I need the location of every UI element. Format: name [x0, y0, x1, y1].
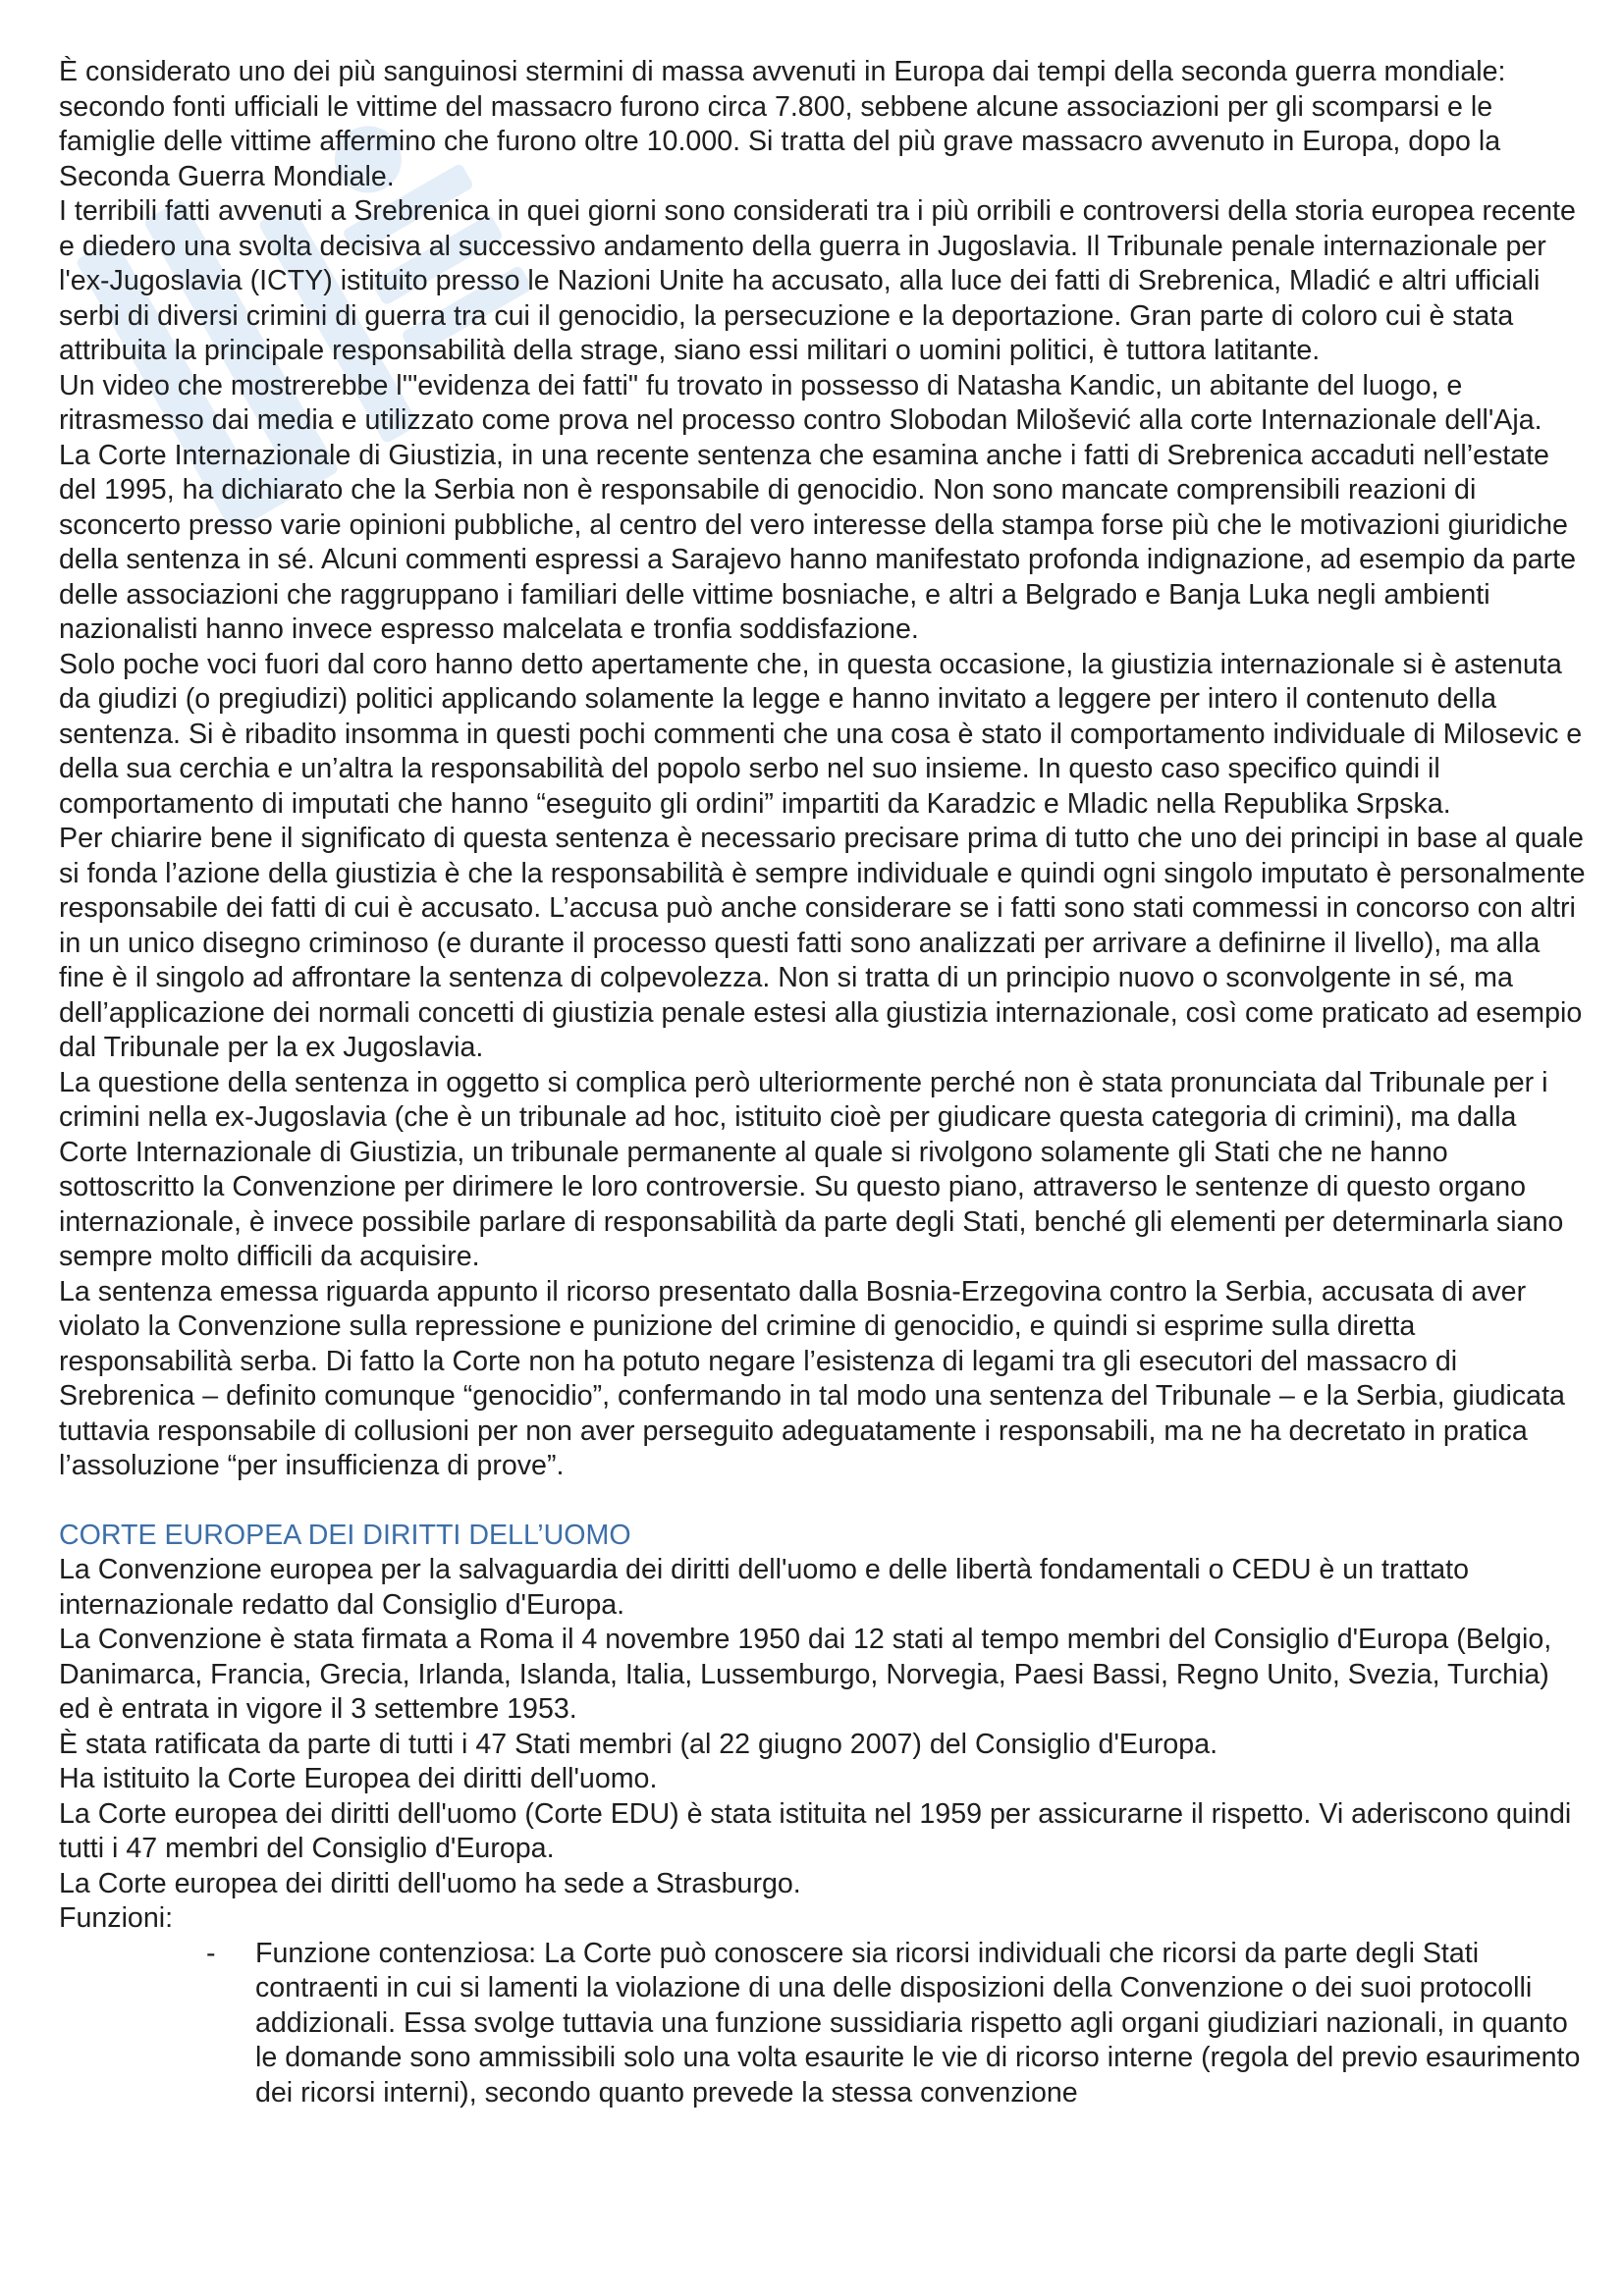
paragraph-8: La sentenza emessa riguarda appunto il ricorso presentato dalla Bosnia-Erzegovina contro la Serbia, accusata di aver violato la Convenzione sulla repressione e punizione del crimine di genocidio, e quindi si esprime sulla diretta responsabilità serba. Di fatto la Corte non ha potuto negare l’esistenza di legami tra gli esecutori del massacro di Srebrenica – definito comunque “genocidio”, confermando in tal modo una sentenza del Tribunale – e la Serbia, giudicata tuttavia responsabile di collusioni per non aver perseguito adeguatamente i responsabili, ma ne ha decretato in pratica l’assoluzione “per insufficienza di prove”.: [59, 1275, 1565, 1481]
paragraph-5: Solo poche voci fuori dal coro hanno detto apertamente che, in questa occasione, la giustizia internazionale si è astenuta da giudizi (o pregiudizi) politici applicando solamente la legge e hanno invitato a leggere per intero il contenuto della sentenza. Si è ribadito insomma in questi pochi commenti che una cosa è stato il comportamento individuale di Milosevic e della sua cerchia e un’altra la responsabilità del popolo serbo nel suo insieme. In questo caso specifico quindi il comportamento di imputati che hanno “eseguito gli ordini” impartiti da Karadzic e Mladic nella Republika Srpska.: [59, 648, 1583, 820]
list-item-text: Funzione contenziosa: La Corte può conoscere sia ricorsi individuali che ricorsi da parte degli Stati contraenti in cui si lamenti la violazione di una delle disposizioni della Convenzione o dei suoi protocolli addizionali. Essa svolge tuttavia una funzione sussidiaria rispetto agli organi giudiziari nazionali, in quanto le domande sono ammissibili solo una volta esaurite le vie di ricorso interne (regola del previo esaurimento dei ricorsi interni), secondo quanto prevede la stessa convenzione: [255, 1937, 1581, 2109]
paragraph-2: I terribili fatti avvenuti a Srebrenica in quei giorni sono considerati tra i più orribili e controversi della storia europea recente e diedero una svolta decisiva al successivo andamento della guerra in Jugoslavia. Il Tribunale penale internazionale per l'ex-Jugoslavia (ICTY) istituito presso le Nazioni Unite ha accusato, alla luce dei fatti di Srebrenica, Mladić e altri ufficiali serbi di diversi crimini di guerra tra cui il genocidio, la persecuzione e la deportazione. Gran parte di coloro cui è stata attribuita la principale responsabilità della strage, siano essi militari o uomini politici, è tuttora latitante.: [59, 195, 1576, 366]
section-heading: CORTE EUROPEA DEI DIRITTI DELL’UOMO: [59, 1519, 631, 1551]
list-bullet: -: [206, 1937, 216, 1969]
list-item: [59, 1937, 1586, 2111]
section-paragraph-6: La Corte europea dei diritti dell'uomo ha sede a Strasburgo.: [59, 1867, 801, 1899]
document-page: [59, 55, 1586, 2110]
paragraph-1: È considerato uno dei più sanguinosi stermini di massa avvenuti in Europa dai tempi della seconda guerra mondiale: secondo fonti ufficiali le vittime del massacro furono circa 7.800, sebbene alcune associazioni per gli scomparsi e le famiglie delle vittime affermino che furono oltre 10.000. Si tratta del più grave massacro avvenuto in Europa, dopo la Seconda Guerra Mondiale.: [59, 56, 1506, 192]
section-paragraph-1: La Convenzione europea per la salvaguardia dei diritti dell'uomo e delle libertà fondamentali o CEDU è un trattato internazionale redatto dal Consiglio d'Europa.: [59, 1554, 1470, 1621]
section-paragraph-4: Ha istituito la Corte Europea dei diritti dell'uomo.: [59, 1763, 658, 1794]
paragraph-7: La questione della sentenza in oggetto si complica però ulteriormente perché non è stata pronunciata dal Tribunale per i crimini nella ex-Jugoslavia (che è un tribunale ad hoc, istituito cioè per giudicare questa categoria di crimini), ma dalla Corte Internazionale di Giustizia, un tribunale permanente al quale si rivolgono solamente gli Stati che ne hanno sottoscritto la Convenzione per dirimere le loro controversie. Su questo piano, attraverso le sentenze di questo organo internazionale, è invece possibile parlare di responsabilità da parte degli Stati, benché gli elementi per determinarla siano sempre molto difficili da acquisire.: [59, 1066, 1564, 1272]
paragraph-6: Per chiarire bene il significato di questa sentenza è necessario precisare prima di tutto che uno dei principi in base al quale si fonda l’azione della giustizia è che la responsabilità è sempre individuale e quindi ogni singolo imputato è personalmente responsabile dei fatti di cui è accusato. L’accusa può anche considerare se i fatti sono stati commessi in concorso con altri in un unico disegno criminoso (e durante il processo questi fatti sono analizzati per arrivare a definirne il livello), ma alla fine è il singolo ad affrontare la sentenza di colpevolezza. Non si tratta di un principio nuovo o sconvolgente in sé, ma dell’applicazione dei normali concetti di giustizia penale estesi alla giustizia internazionale, così come praticato ad esempio dal Tribunale per la ex Jugoslavia.: [59, 823, 1586, 1063]
section-paragraph-3: È stata ratificata da parte di tutti i 47 Stati membri (al 22 giugno 2007) del Consiglio d'Europa.: [59, 1728, 1218, 1760]
section-paragraph-5: La Corte europea dei diritti dell'uomo (Corte EDU) è stata istituita nel 1959 per assicurarne il rispetto. Vi aderiscono quindi tutti i 47 membri del Consiglio d'Europa.: [59, 1797, 1572, 1864]
section-paragraph-2: La Convenzione è stata firmata a Roma il 4 novembre 1950 dai 12 stati al tempo membri del Consiglio d'Europa (Belgio, Danimarca, Francia, Grecia, Irlanda, Islanda, Italia, Lussemburgo, Norvegia, Paesi Bassi, Regno Unito, Svezia, Turchia) ed è entrata in vigore il 3 settembre 1953.: [59, 1624, 1552, 1725]
paragraph-3: Un video che mostrerebbe l'"evidenza dei fatti" fu trovato in possesso di Natasha Kandic, un abitante del luogo, e ritrasmesso dai media e utilizzato come prova nel processo contro Slobodan Milošević alla corte Internazionale dell'Aja.: [59, 369, 1542, 436]
functions-label: Funzioni:: [59, 1902, 174, 1934]
paragraph-4: La Corte Internazionale di Giustizia, in una recente sentenza che esamina anche i fatti di Srebrenica accaduti nell’estate del 1995, ha dichiarato che la Serbia non è responsabile di genocidio. Non sono mancate comprensibili reazioni di sconcerto presso varie opinioni pubbliche, al centro del vero interesse della stampa forse più che le motivazioni giuridiche della sentenza in sé. Alcuni commenti espressi a Sarajevo hanno manifestato profonda indignazione, ad esempio da parte delle associazioni che raggruppano i familiari delle vittime bosniache, e altri a Belgrado e Banja Luka negli ambienti nazionalisti hanno invece espresso malcelata e tronfia soddisfazione.: [59, 439, 1577, 645]
functions-list: [59, 1937, 1586, 2111]
